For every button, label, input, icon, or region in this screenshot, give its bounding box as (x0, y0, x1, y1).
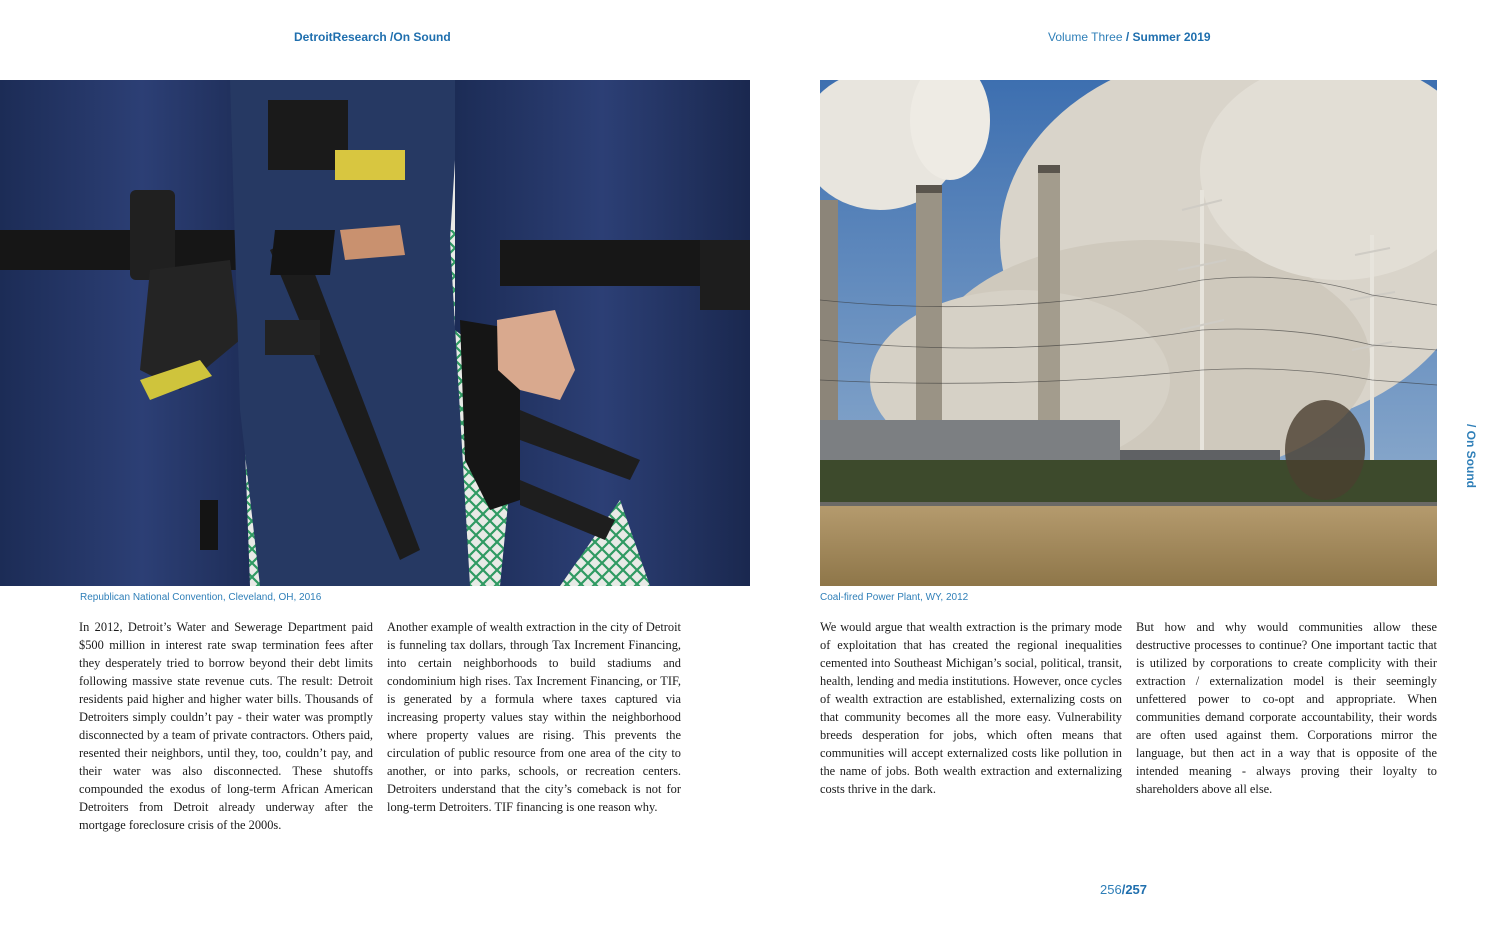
running-header-right (1048, 30, 1211, 44)
running-header-left (294, 30, 451, 44)
caption-left-photo: Republican National Convention, Cleveland, OH, 2016 (80, 592, 322, 603)
body-column-1: In 2012, Detroit’s Water and Sewerage Department paid $500 million in interest rate swap termination fees after they desperately tried to borrow beyond their debt limits following massive state revenue cuts. The result: Detroit residents paid higher and higher water bills. Thousands of Detroiters simply couldn’t pay - their water was promptly disconnected by a team of private contractors. Others paid, resented their neighbors, until they, too, couldn’t pay, and their water was also disconnected. These shutoffs compounded the exodus of long-term African American Detroiters from Detroit already underway after the mortgage foreclosure crisis of the 2000s. (79, 620, 373, 832)
body-column-4: But how and why would communities allow these destructive processes to continue? One important tactic that is utilized by corporations to create complicity with their extraction / externalization model is their seemingly unfettered power to co-opt and appropriate. When communities demand corporate accountability, their words are often used against them. Corporations mirror the language, but then act in a way that is opposite of the intended meaning - always proving their loyalty to shareholders above all else. (1136, 620, 1437, 796)
body-column-3: We would argue that wealth extraction is the primary mode of exploitation that has created the regional inequalities cemented into Southeast Michigan’s social, political, transit, health, lending and media institutions. However, once cycles of wealth extraction are established, externalizing costs on that community becomes all the more easy. Vulnerability breeds desperation for jobs, which often means that communities will accept externalized costs like pollution in the name of jobs. Both wealth extraction and externalizing costs thrive in the dark. (820, 620, 1122, 796)
section-title: /On Sound (390, 30, 451, 44)
side-section-label: / On Sound (1464, 424, 1478, 488)
volume-label: Volume Three (1048, 30, 1123, 44)
photo-power-plant (820, 80, 1437, 586)
issue-label: / Summer 2019 (1125, 30, 1211, 44)
page-number-right: /257 (1121, 882, 1148, 897)
police-officers-illustration (0, 80, 750, 586)
page-numbers (1100, 882, 1147, 897)
body-column-2: Another example of wealth extraction in the city of Detroit is funneling tax dollars, through Tax Increment Financing, into certain neighborhoods to build stadiums and condominium high rises. Tax Increment Financing, or TIF, is generated by a formula where taxes captured via increasing property values stay within the neighborhood where property values are rising. This prevents the circulation of public resource from one area of the city to another, or into parks, schools, or recreation centers. Detroiters understand that the city’s comeback is not for long-term Detroiters. TIF financing is one reason why. (387, 620, 681, 814)
caption-right-photo: Coal-fired Power Plant, WY, 2012 (820, 592, 969, 603)
publication-title: DetroitResearch (294, 30, 387, 44)
page-number-left: 256 (1100, 882, 1122, 897)
photo-police-officers (0, 80, 750, 586)
power-plant-illustration (820, 80, 1437, 586)
